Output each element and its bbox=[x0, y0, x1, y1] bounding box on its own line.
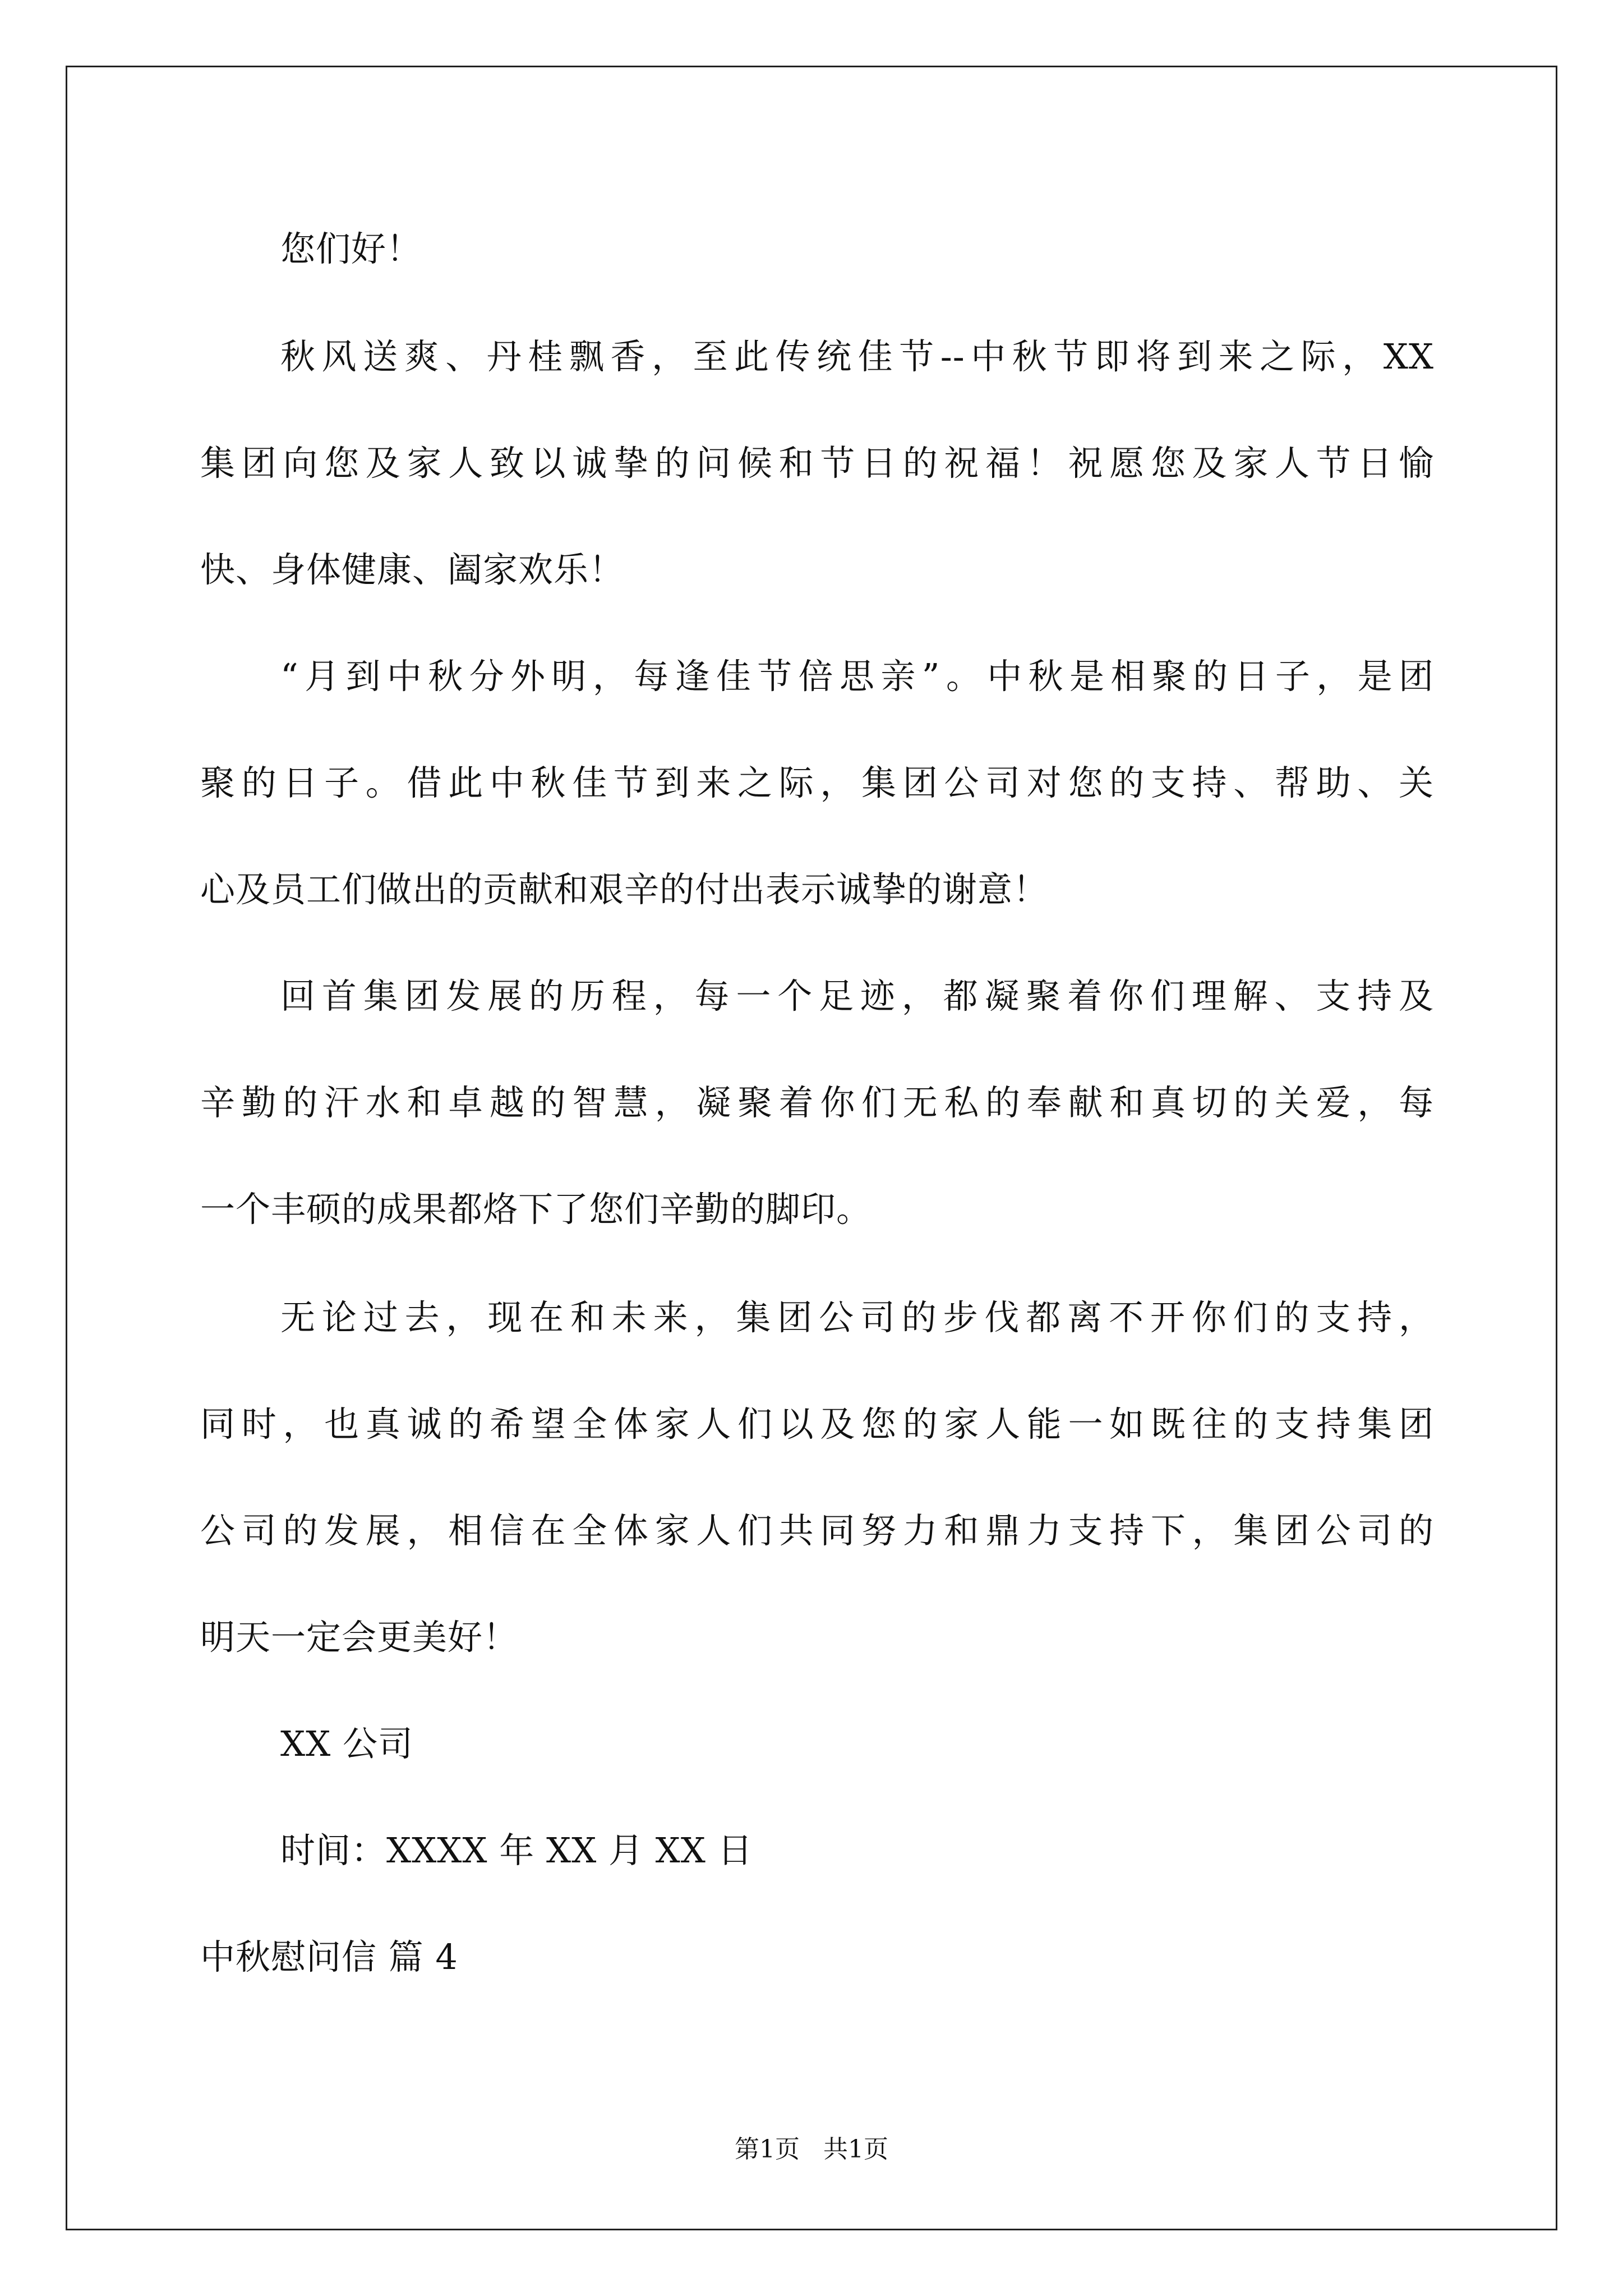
paragraph-4-line-4: 明天一定会更美好！ bbox=[200, 1617, 519, 1658]
paragraph-4-line-3: 公司的发展，相信在全体家人们共同努力和鼎力支持下，集团公司的 bbox=[200, 1510, 1434, 1551]
page-border bbox=[66, 66, 1557, 2230]
section-heading: 中秋慰问信 篇 4 bbox=[200, 1936, 458, 1977]
paragraph-2-line-3: 心及员工们做出的贡献和艰辛的付出表示诚挚的谢意！ bbox=[200, 869, 1049, 910]
signature-company: XX 公司 bbox=[280, 1723, 413, 1764]
paragraph-1-line-2: 集团向您及家人致以诚挚的问候和节日的祝福！祝愿您及家人节日愉 bbox=[200, 443, 1434, 484]
paragraph-3-line-3: 一个丰硕的成果都烙下了您们辛勤的脚印。 bbox=[200, 1189, 872, 1230]
page-footer: 第1页 共1页 bbox=[735, 2135, 888, 2164]
paragraph-4-line-1: 无论过去，现在和未来，集团公司的步伐都离不开你们的支持， bbox=[280, 1297, 1434, 1338]
paragraph-1-line-1: 秋风送爽、丹桂飘香，至此传统佳节--中秋节即将到来之际，XX bbox=[280, 336, 1434, 377]
paragraph-1-line-3: 快、身体健康、阖家欢乐！ bbox=[200, 549, 625, 590]
paragraph-2-line-1: “月到中秋分外明，每逢佳节倍思亲”。中秋是相聚的日子，是团 bbox=[280, 656, 1434, 697]
greeting: 您们好！ bbox=[280, 228, 422, 269]
paragraph-3-line-2: 辛勤的汗水和卓越的智慧，凝聚着你们无私的奉献和真切的关爱，每 bbox=[200, 1082, 1434, 1123]
paragraph-4-line-2: 同时，也真诚的希望全体家人们以及您的家人能一如既往的支持集团 bbox=[200, 1404, 1434, 1444]
paragraph-3-line-1: 回首集团发展的历程，每一个足迹，都凝聚着你们理解、支持及 bbox=[280, 976, 1434, 1016]
signature-date: 时间：XXXX 年 XX 月 XX 日 bbox=[280, 1830, 753, 1871]
paragraph-2-line-2: 聚的日子。借此中秋佳节到来之际，集团公司对您的支持、帮助、关 bbox=[200, 762, 1434, 803]
